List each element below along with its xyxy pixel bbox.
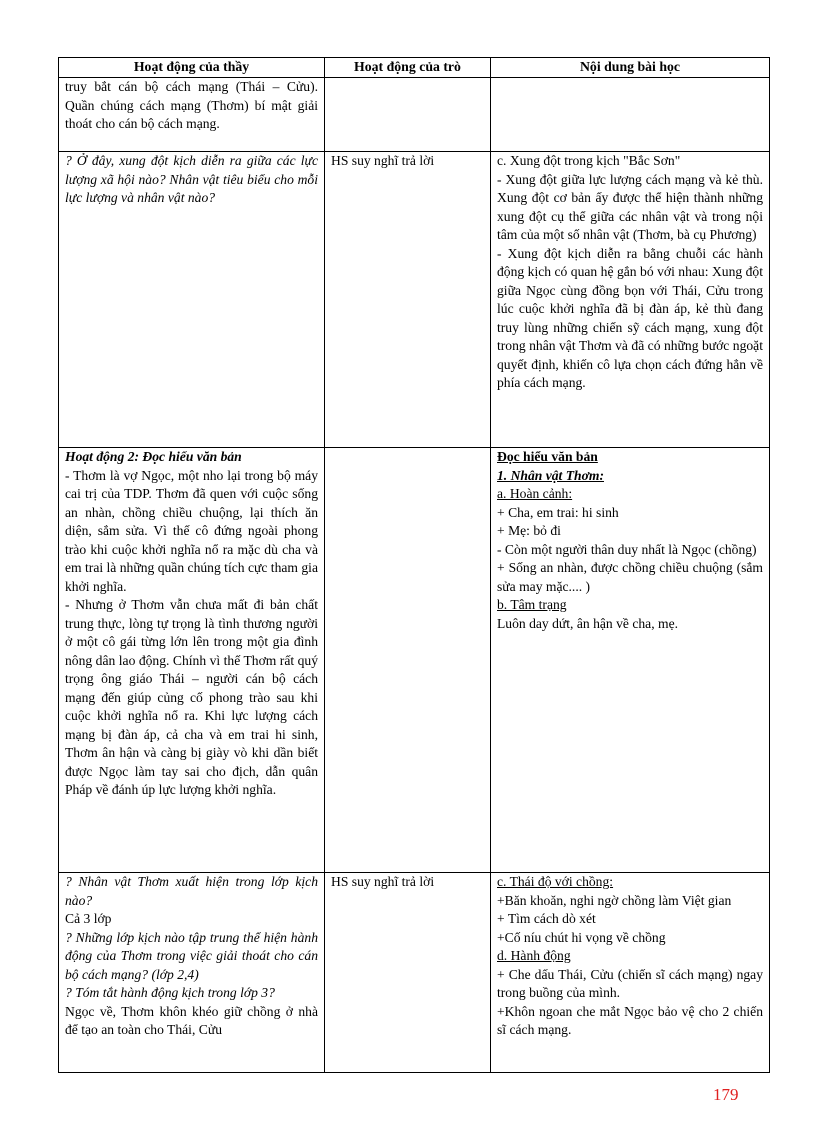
- teacher-cell: [59, 873, 325, 1073]
- teacher-text: - Thơm là vợ Ngọc, một nho lại trong bộ máy cai trị của TDP. Thơm đã quen với cuộc sống an nhàn, chồng chiều chuộng, lại thích ăn diện, sắm sửa. Vì thế cô đứng ngoài phong trào khi cuộc khởi nghĩa nổ ra mặc dù cha và em trai là những quần chúng tích cực tham gia khởi nghĩa.: [65, 467, 318, 594]
- table-row: [59, 78, 770, 152]
- teacher-text: - Nhưng ở Thơm vẫn chưa mất đi bản chất trung thực, lòng tự trọng là tình thương người ở một cô gái từng lớn lên trong một gia đình nông dân lao động. Chính vì thế Thơm rất quý trọng ông giáo Thái – người cán bộ cách mạng đến giúp củng cố phong trào sau khi cuộc khởi nghĩa nổ ra. Khi lực lượng cách mạng bị đàn áp, cả cha và em trai hi sinh, Thơm ân hận và càng bị giày vò khi dần biết được Ngọc làm tay sai cho địch, dẫn quân Pháp về đánh úp lực lượng khởi nghĩa.: [65, 597, 318, 797]
- content-line: + Mẹ: bỏ đi: [497, 523, 561, 538]
- content-line: - Xung đột giữa lực lượng cách mạng và kẻ thù. Xung đột cơ bản ấy được thể hiện thành những xung đột cụ thể giữa các nhân vật và trong nội tâm của một số nhân vật (Thơm, bà cụ Phương): [497, 171, 763, 242]
- content-line: - Còn một người thân duy nhất là Ngọc (chồng): [497, 541, 757, 557]
- teacher-text: truy bắt cán bộ cách mạng (Thái – Cửu). Quần chúng cách mạng (Thơm) bí mật giải thoát cho cán bộ cách mạng.: [65, 79, 318, 131]
- teacher-question: ? Ở đây, xung đột kịch diễn ra giữa các lực lượng xã hội nào? Nhân vật tiêu biểu cho mỗi lực lượng và nhân vật nào?: [65, 153, 318, 205]
- content-section-d: d. Hành động: [497, 948, 571, 963]
- content-section-c: c. Thái độ với chồng:: [497, 874, 614, 889]
- teacher-cell: [59, 78, 325, 152]
- content-line: + Che dấu Thái, Cửu (chiến sĩ cách mạng) ngay trong buồng của mình.: [497, 966, 763, 1000]
- content-line: + Cha, em trai: hi sinh: [497, 504, 619, 520]
- content-line: +Khôn ngoan che mắt Ngọc bảo vệ cho 2 chiến sĩ cách mạng.: [497, 1003, 763, 1037]
- content-section-a: a. Hoàn cảnh:: [497, 486, 573, 501]
- content-line: - Xung đột kịch diễn ra bằng chuỗi các hành động kịch có quan hệ gắn bó với nhau: Xung đột giữa Ngọc cùng đồng bọn với Thái, Cửu trong lúc cuộc khởi nghĩa đã bị đàn áp, kẻ thù đang truy lùng những chiến sỹ cách mạng, xung đột trong nhân vật Thơm và đã có những bước ngoặt quyết định, khiến cô lựa chọn cách đứng hẳn về phía cách mạng.: [497, 245, 763, 390]
- page-number: 179: [713, 1085, 739, 1104]
- teacher-answer: Ngọc về, Thơm khôn khéo giữ chồng ở nhà để tạo an toàn cho Thái, Cửu: [65, 1003, 318, 1037]
- content-cell: [491, 448, 770, 873]
- header-content: Nội dung bài học: [491, 58, 770, 78]
- table-row: [59, 152, 770, 448]
- content-line: c. Xung đột trong kịch "Bắc Sơn": [497, 153, 681, 168]
- activity-heading: Hoạt động 2: Đọc hiểu văn bản: [65, 449, 242, 464]
- content-section-b: b. Tâm trạng: [497, 597, 567, 612]
- student-cell: [325, 78, 491, 152]
- teacher-cell: [59, 448, 325, 873]
- teacher-question: ? Những lớp kịch nào tập trung thể hiện hành động của Thơm trong việc giải thoát cho cán bộ cách mạng? (lớp 2,4): [65, 929, 318, 982]
- student-text: HS suy nghĩ trả lời: [331, 874, 435, 889]
- header-student: Hoạt động của trò: [325, 58, 491, 78]
- header-teacher: Hoạt động của thầy: [59, 58, 325, 78]
- teacher-question: ? Tóm tắt hành động kịch trong lớp 3?: [65, 985, 275, 1000]
- content-line: + Sống an nhàn, được chồng chiều chuộng (sắm sửa may mặc.... ): [497, 560, 763, 594]
- lesson-table: [58, 57, 770, 1073]
- content-heading: Đọc hiểu văn bản: [497, 449, 598, 464]
- table-row: [59, 873, 770, 1073]
- content-line: +Cố níu chút hi vọng về chồng: [497, 929, 666, 945]
- table-header-row: [59, 58, 770, 78]
- student-text: HS suy nghĩ trả lời: [331, 153, 435, 168]
- student-cell: [325, 152, 491, 448]
- content-cell: [491, 873, 770, 1073]
- content-cell: [491, 78, 770, 152]
- table-row: [59, 448, 770, 873]
- teacher-question: ? Nhân vật Thơm xuất hiện trong lớp kịch nào?: [65, 874, 318, 908]
- content-line: + Tìm cách dò xét: [497, 911, 596, 926]
- content-subheading: 1. Nhân vật Thơm:: [497, 467, 604, 483]
- content-cell: [491, 152, 770, 448]
- content-line: Luôn day dứt, ân hận về cha, mẹ.: [497, 615, 679, 631]
- student-cell: [325, 873, 491, 1073]
- student-cell: [325, 448, 491, 873]
- teacher-cell: [59, 152, 325, 448]
- content-line: +Băn khoăn, nghi ngờ chồng làm Việt gian: [497, 892, 732, 908]
- teacher-answer: Cả 3 lớp: [65, 911, 112, 926]
